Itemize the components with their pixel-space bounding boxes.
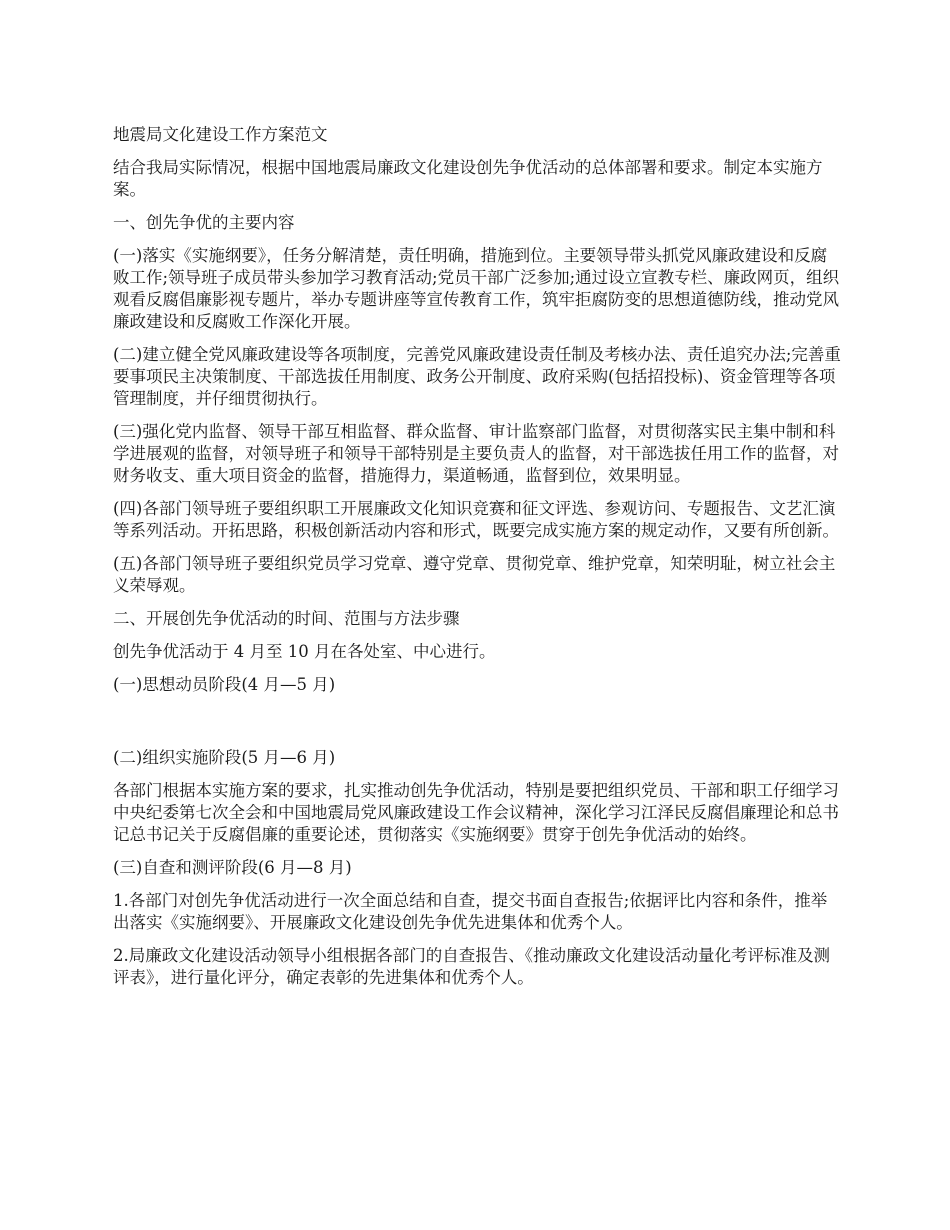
blank-gap <box>113 707 841 747</box>
phase-heading-3: (三)自查和测评阶段(6 月—8 月) <box>113 858 352 877</box>
paragraph-item-1: (一)落实《实施纲要》，任务分解清楚，责任明确，措施到位。主要领导带头抓党风廉政建设和反腐败工作;领导班子成员带头参加学习教育活动;党员干部广泛参加;通过设立宣教专栏、廉政网页，组织观看反腐倡廉影视专题片，举办专题讲座等宣传教育工作，筑牢拒腐防变的思想道德防线，推动党风廉政建设和反腐败工作深化开展。 <box>113 246 840 331</box>
section-heading-2: 二、开展创先争优活动的时间、范围与方法步骤 <box>113 609 460 628</box>
document-body <box>113 124 841 1000</box>
phase-heading-1: (一)思想动员阶段(4 月—5 月) <box>113 675 336 694</box>
section-heading-1: 一、创先争优的主要内容 <box>113 213 295 232</box>
phase-heading-2: (二)组织实施阶段(5 月—6 月) <box>113 748 336 767</box>
paragraph-schedule: 创先争优活动于 4 月至 10 月在各处室、中心进行。 <box>113 642 496 661</box>
paragraph-item-4: (四)各部门领导班子要组织职工开展廉政文化知识竞赛和征文评选、参观访问、专题报告、文艺汇演等系列活动。开拓思路，积极创新活动内容和形式，既要完成实施方案的规定动作，又要有所创新。 <box>113 499 839 540</box>
paragraph-phase-2: 各部门根据本实施方案的要求，扎实推动创先争优活动，特别是要把组织党员、干部和职工仔细学习中央纪委第七次全会和中国地震局党风廉政建设工作会议精神，深化学习江泽民反腐倡廉理论和总书记总书记关于反腐倡廉的重要论述，贯彻落实《实施纲要》贯穿于创先争优活动的始终。 <box>113 781 839 844</box>
paragraph-item-5: (五)各部门领导班子要组织党员学习党章、遵守党章、贯彻党章、维护党章，知荣明耻，树立社会主义荣辱观。 <box>113 554 836 595</box>
paragraph-intro: 结合我局实际情况，根据中国地震局廉政文化建设创先争优活动的总体部署和要求。制定本实施方案。 <box>113 158 823 199</box>
paragraph-item-3: (三)强化党内监督、领导干部互相监督、群众监督、审计监察部门监督，对贯彻落实民主集中制和科学进展观的监督，对领导班子和领导干部特别是主要负责人的监督，对干部选拔任用工作的监督，对财务收支、重大项目资金的监督，措施得力，渠道畅通，监督到位，效果明显。 <box>113 422 839 485</box>
paragraph-phase-3-item-2: 2.局廉政文化建设活动领导小组根据各部门的自查报告、《推动廉政文化建设活动量化考评标准及测评表》，进行量化评分，确定表彰的先进集体和优秀个人。 <box>113 946 830 987</box>
paragraph-item-2: (二)建立健全党风廉政建设等各项制度，完善党风廉政建设责任制及考核办法、责任追究办法;完善重要事项民主决策制度、干部选拔任用制度、政务公开制度、政府采购(包括招投标)、资金管理等各项管理制度，并仔细贯彻执行。 <box>113 345 841 408</box>
paragraph-phase-3-item-1: 1.各部门对创先争优活动进行一次全面总结和自查，提交书面自查报告;依据评比内容和条件，推举出落实《实施纲要》、开展廉政文化建设创先争优先进集体和优秀个人。 <box>113 891 828 932</box>
document-title: 地震局文化建设工作方案范文 <box>113 125 328 144</box>
